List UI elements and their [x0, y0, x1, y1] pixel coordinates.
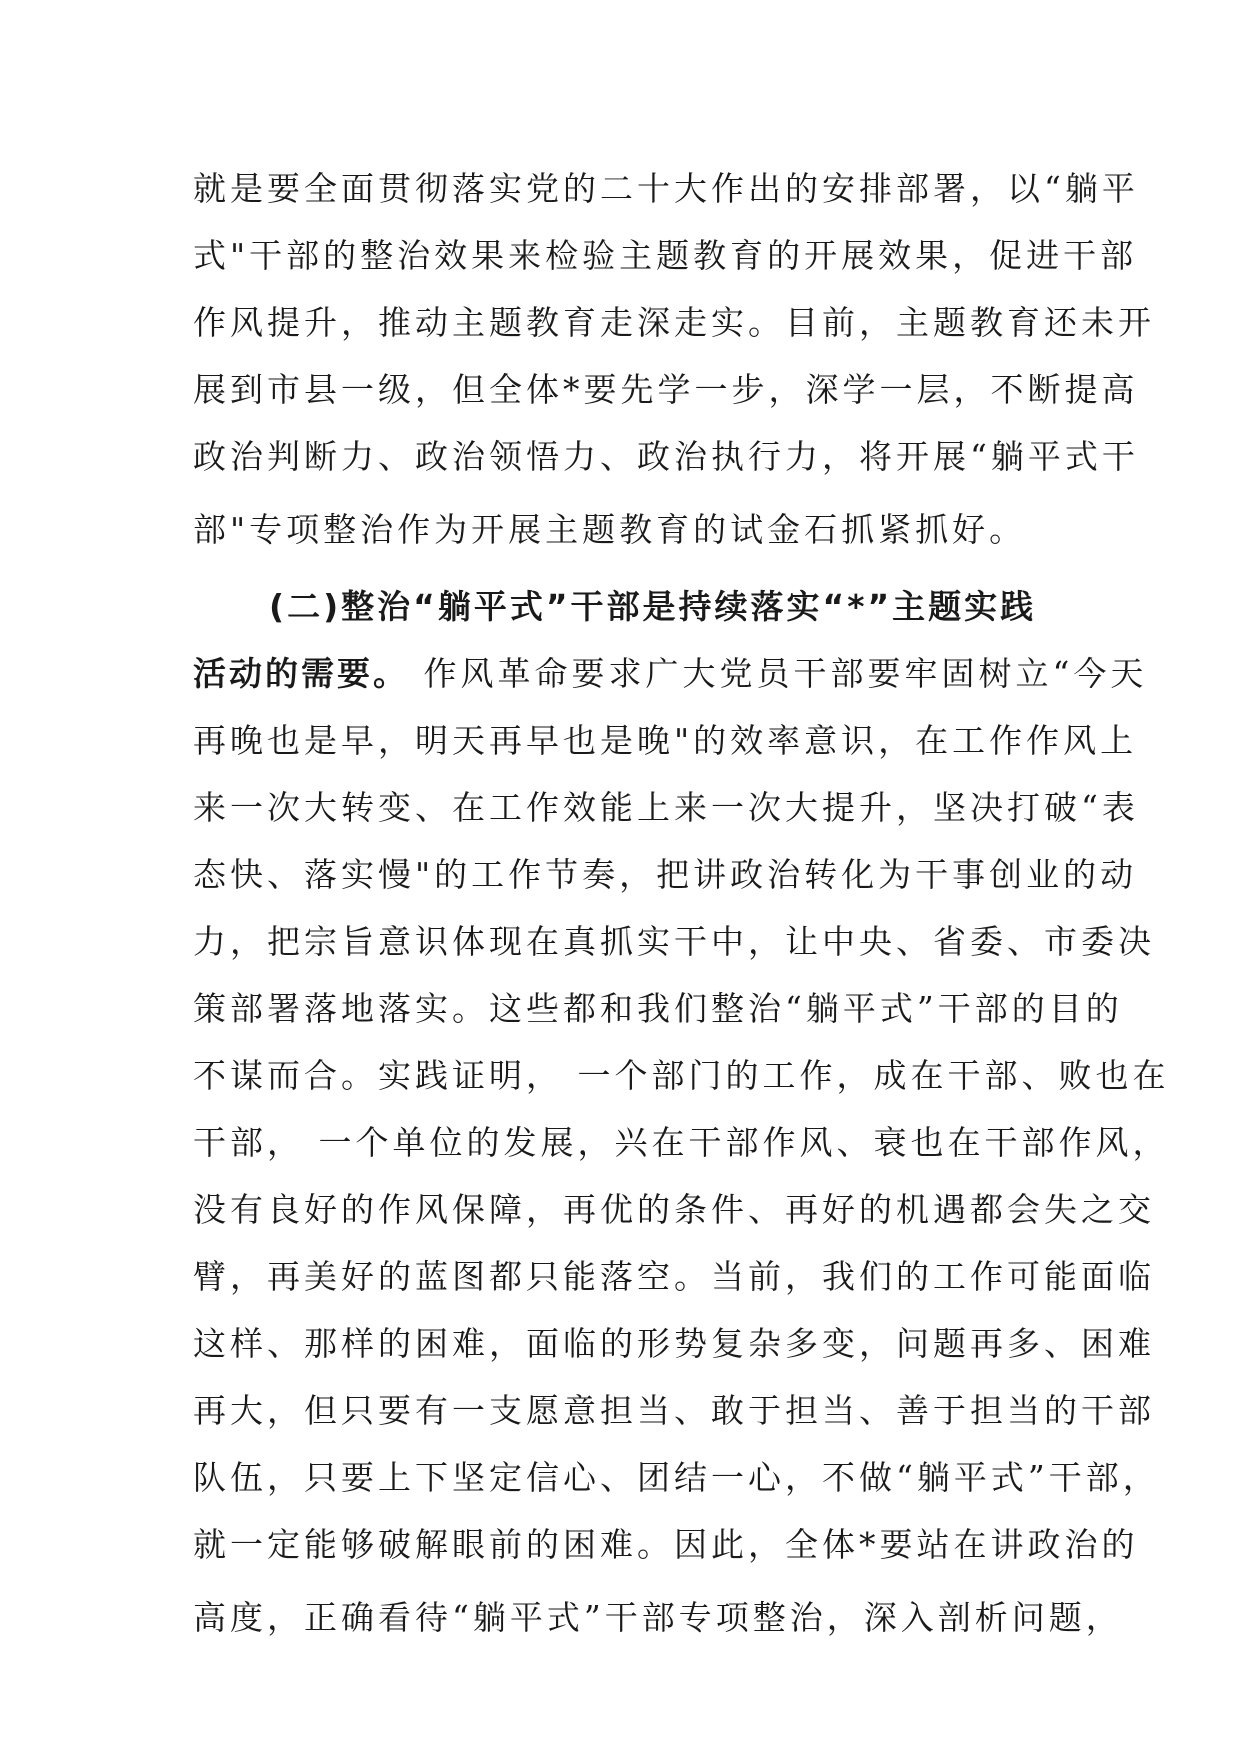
text-line: 就一定能够破解眼前的困难。因此，全体*要站在讲政治的: [193, 1525, 1139, 1564]
text-line: 就是要全面贯彻落实党的二十大作出的安排部署，以“躺平: [193, 169, 1139, 208]
text-line: 再晚也是早，明天再早也是晚"的效率意识，在工作作风上: [193, 721, 1138, 760]
text-line: 这样、那样的困难，面临的形势复杂多变，问题再多、困难: [193, 1324, 1155, 1363]
paragraph-1: [193, 155, 1155, 563]
text-line: 政治判断力、政治领悟力、政治执行力，将开展“躺平式干: [193, 437, 1139, 476]
text-line: 队伍，只要上下坚定信心、团结一心，不做“躺平式”干部，: [193, 1458, 1160, 1497]
text-line: 作风提升，推动主题教育走深走实。目前，主题教育还未开: [193, 303, 1155, 342]
text-line: 策部署落地落实。这些都和我们整治“躺平式”干部的目的: [193, 989, 1123, 1028]
text-line: 式"干部的整治效果来检验主题教育的开展效果，促进干部: [193, 236, 1138, 275]
text-line: 部"专项整治作为开展主题教育的试金石抓紧抓好。: [193, 510, 1027, 549]
text-line: 干部， 一个单位的发展，兴在干部作风、衰也在干部作风，: [193, 1123, 1170, 1162]
text-line: 展到市县一级，但全体*要先学一步，深学一层，不断提高: [193, 370, 1139, 409]
text-line: 力，把宗旨意识体现在真抓实干中，让中央、省委、市委决: [193, 922, 1155, 961]
text-line: 高度，正确看待“躺平式”干部专项整治，深入剖析问题，: [193, 1598, 1123, 1637]
text-line: 再大，但只要有一支愿意担当、敢于担当、善于担当的干部: [193, 1391, 1155, 1430]
text-line: 没有良好的作风保障，再优的条件、再好的机遇都会失之交: [193, 1190, 1155, 1229]
text-line: 态快、落实慢"的工作节奏，把讲政治转化为干事创业的动: [193, 855, 1138, 894]
text-line: [193, 640, 1148, 707]
section-heading-end: 活动的需要。: [193, 654, 409, 693]
paragraph-2: [193, 573, 1170, 1651]
text-line: 臂，再美好的蓝图都只能落空。当前，我们的工作可能面临: [193, 1257, 1155, 1296]
section-heading: (二)整治“躺平式”干部是持续落实“*”主题实践: [269, 587, 1037, 626]
text-line: 来一次大转变、在工作效能上来一次大提升，坚决打破“表: [193, 788, 1139, 827]
text-segment: 作风革命要求广大党员干部要牢固树立“今天: [409, 654, 1148, 693]
text-line: 不谋而合。实践证明， 一个部门的工作，成在干部、败也在: [193, 1056, 1170, 1095]
document-body: [193, 155, 1170, 1651]
